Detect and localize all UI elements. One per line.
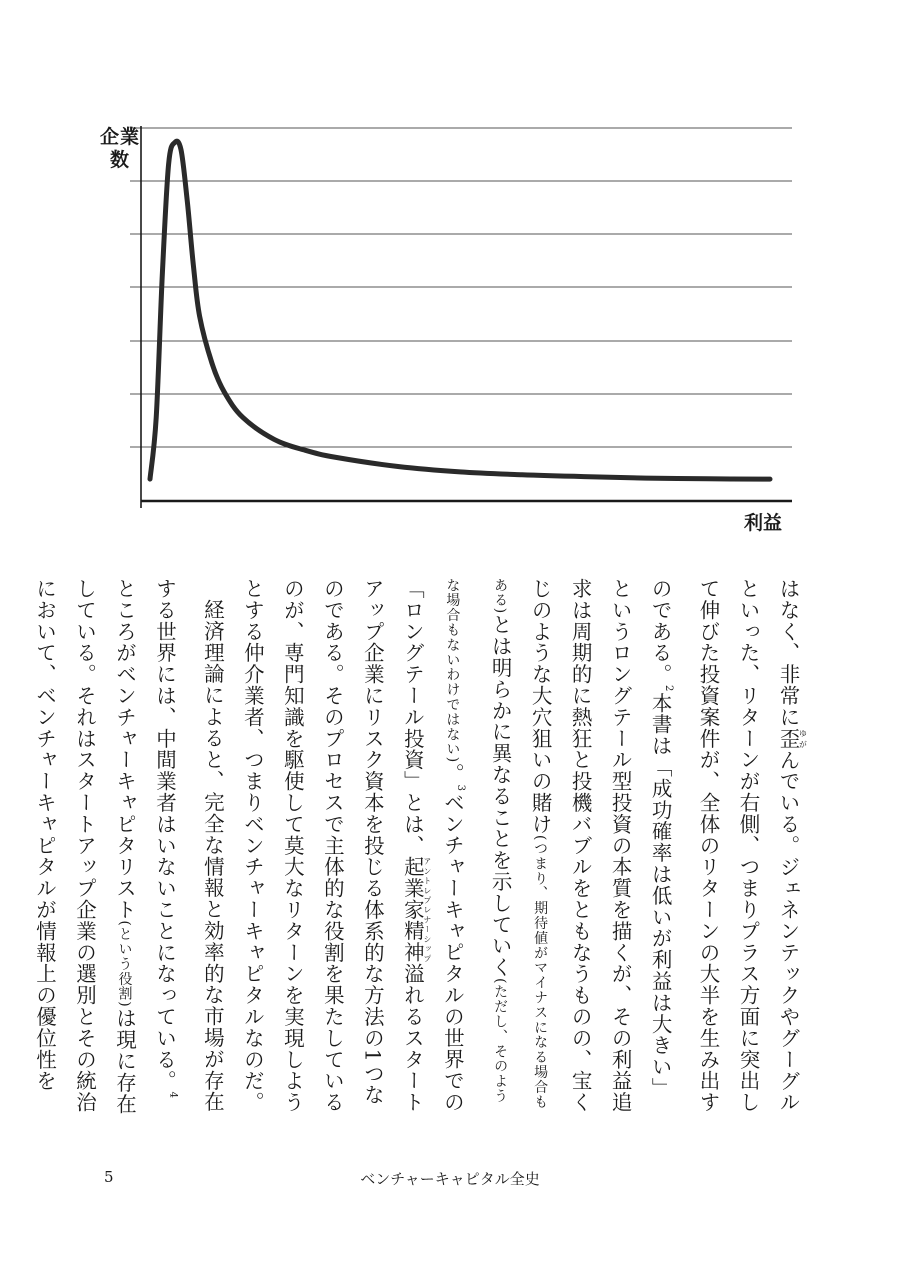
paragraph-2: 経済理論によると、完全な情報と効率的な市場が存在する世界には、中間業者はいないことになっている。$^4$ところがベンチャーキャピタリスト(という役割)は現に存在している。それはスタートアップ企業の選別とその統治において、ベンチャーキャピタルが情報上の優位性を: [32, 578, 225, 1115]
page-number: 5: [104, 1168, 114, 1186]
ruby-entrepreneurship: 起業家精神アントレプレナーシップ: [400, 856, 432, 964]
body-text: [32, 578, 808, 1118]
ruby-yuga: 歪ゆが: [776, 727, 808, 750]
x-axis-label: 利益: [744, 512, 783, 534]
long-tail-chart: [0, 0, 900, 540]
paragraph-1: はなく、非常に歪ゆがんでいる。ジェネンテックやグーグルといった、リターンが右側、つまりプラス方面に突出して伸びた投資案件が、全体のリターンの大半を生み出すのである。$^2$本書は「成功確率は低いが利益は大きい」というロングテール型投資の本質を描くが、その利益追求は周期的に熱狂と投機バブルをともなうものの、宝くじのような大穴狙いの賭け(つまり、期待値がマイナスになる場合もある)とは明らかに異なることを示していく(ただし、そのような場合もないわけではない)。$^3$ベンチャーキャピタルの世界での「ロングテール投資」とは、起業家精神アントレプレナーシップ溢れるスタートアップ企業にリスク資本を投じる体系的な方法の1つなのである。そのプロセスで主体的な役割を果たしているのが、専門知識を駆使して莫大なリターンを実現しようとする仲介業者、つまりベンチャーキャピタルなのだ。: [240, 578, 808, 1114]
footnote-2: 2: [663, 685, 674, 693]
y-axis-label: 企業数: [100, 126, 141, 171]
footnote-4: 4: [167, 1091, 179, 1099]
distribution-curve: [150, 141, 770, 479]
book-title: ベンチャーキャピタル全史: [360, 1170, 540, 1188]
footnote-3: 3: [455, 784, 467, 792]
